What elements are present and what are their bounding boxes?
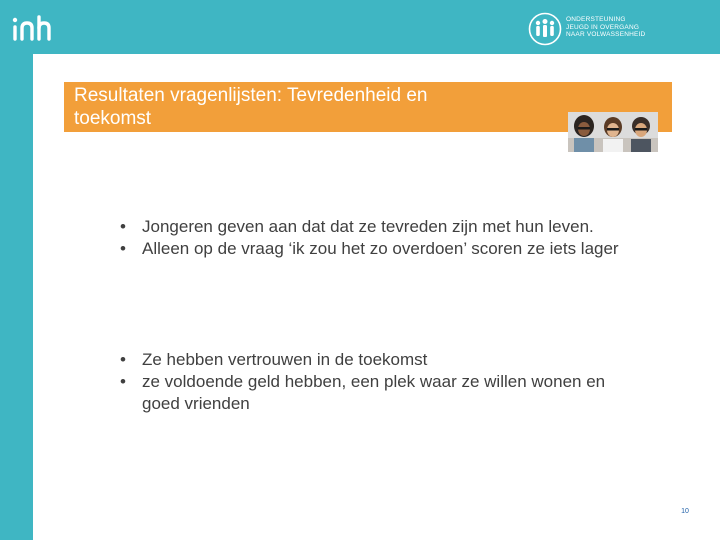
slide-title [74,84,554,130]
people-group-icon [528,12,562,46]
slide-title-line: toekomst [74,108,152,129]
bullet-item: • Ze hebben vertrouwen in de toekomst [120,349,640,371]
page-number: 10 [681,508,689,515]
slide-title-line: Resultaten vragenlijsten: Tevredenheid en [74,85,428,106]
bullet-item: • Alleen op de vraag ‘ik zou het zo overdoen’ scoren ze iets lager [120,238,640,260]
bullet-list-future [120,349,640,415]
brand-line: NAAR VOLWASSENHEID [566,31,646,38]
brand-line: JEUGD IN OVERGANG [566,23,640,31]
left-accent-bar [0,54,33,540]
bullet-list-satisfaction [120,216,640,260]
young-people-photo [568,112,658,152]
brand-line: ONDERSTEUNING [566,16,626,23]
brand-text [566,16,676,39]
bullet-item: • Jongeren geven aan dat dat ze tevreden zijn met hun leven. [120,216,640,238]
bullet-item: • ze voldoende geld hebben, een plek waar ze willen wonen en goed vrienden [120,371,640,415]
inh-logo-icon [12,14,58,42]
